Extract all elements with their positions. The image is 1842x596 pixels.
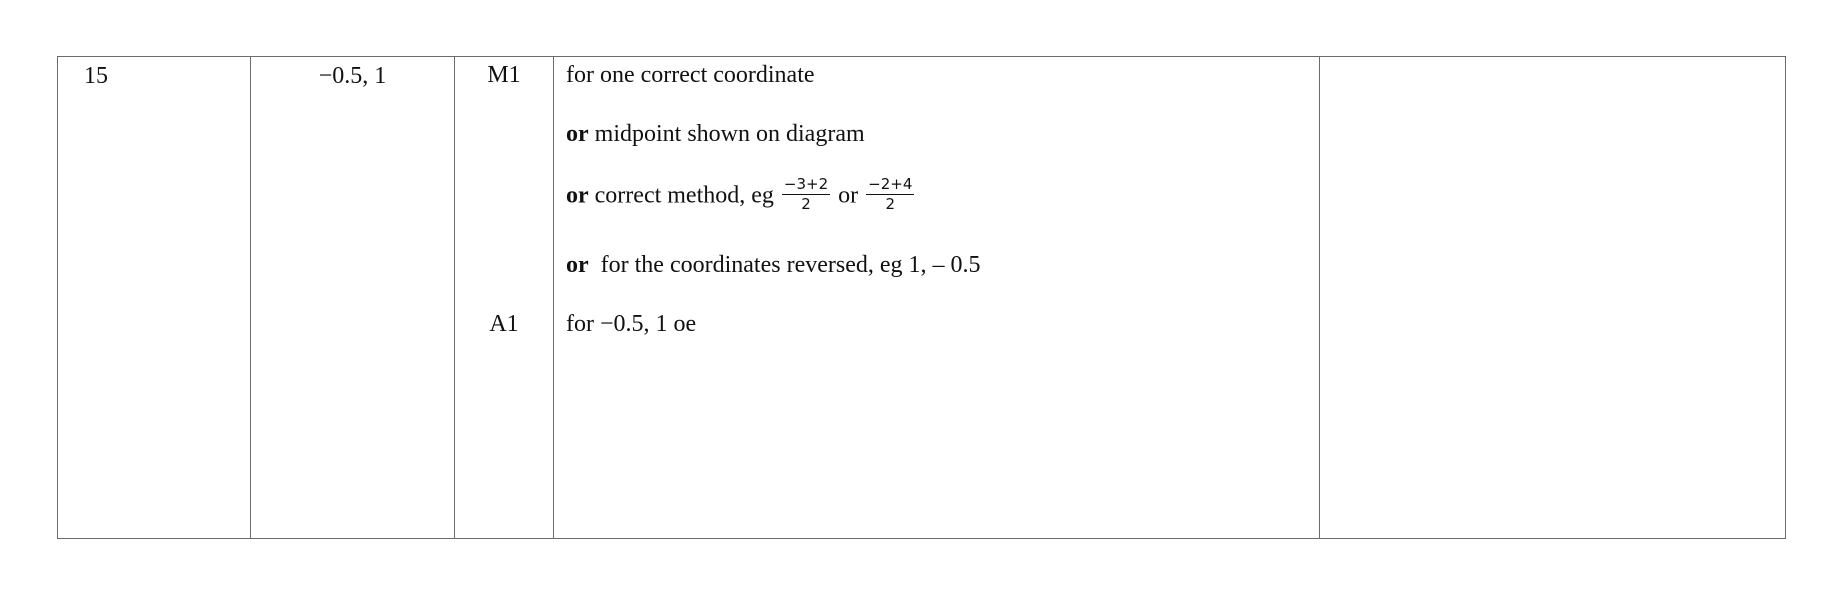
guidance-line-3 [566,175,916,215]
fraction-denominator: 2 [885,194,896,213]
fraction-2 [866,177,914,213]
guidance-line-5: for −0.5, 1 oe [566,311,697,337]
mark-a1: A1 [489,311,519,337]
guidance-text: midpoint shown on diagram [588,121,865,147]
additional-guidance-cell [1320,57,1786,539]
guidance-text: or [832,182,865,209]
mark-m1: M1 [487,62,521,88]
fraction-denominator: 2 [801,194,811,213]
guidance-line-4 [566,253,981,277]
mark-cell [455,57,554,539]
fraction-1 [782,177,830,213]
fraction-numerator: −3+2 [783,175,829,193]
table-row [58,57,1786,539]
guidance-cell [554,57,1320,539]
guidance-text: for the coordinates reversed, eg 1, – 0.5 [588,252,981,278]
question-number: 15 [58,57,251,539]
or-keyword: or [566,121,589,147]
fraction-numerator: −2+4 [868,175,913,193]
guidance-text: correct method, eg [588,182,780,209]
guidance-line-2 [566,122,865,146]
or-keyword: or [566,252,589,278]
or-keyword: or [566,182,589,209]
mark-scheme-table [57,56,1786,539]
answer-cell: −0.5, 1 [251,57,455,539]
guidance-line-1: for one correct coordinate [566,62,815,88]
